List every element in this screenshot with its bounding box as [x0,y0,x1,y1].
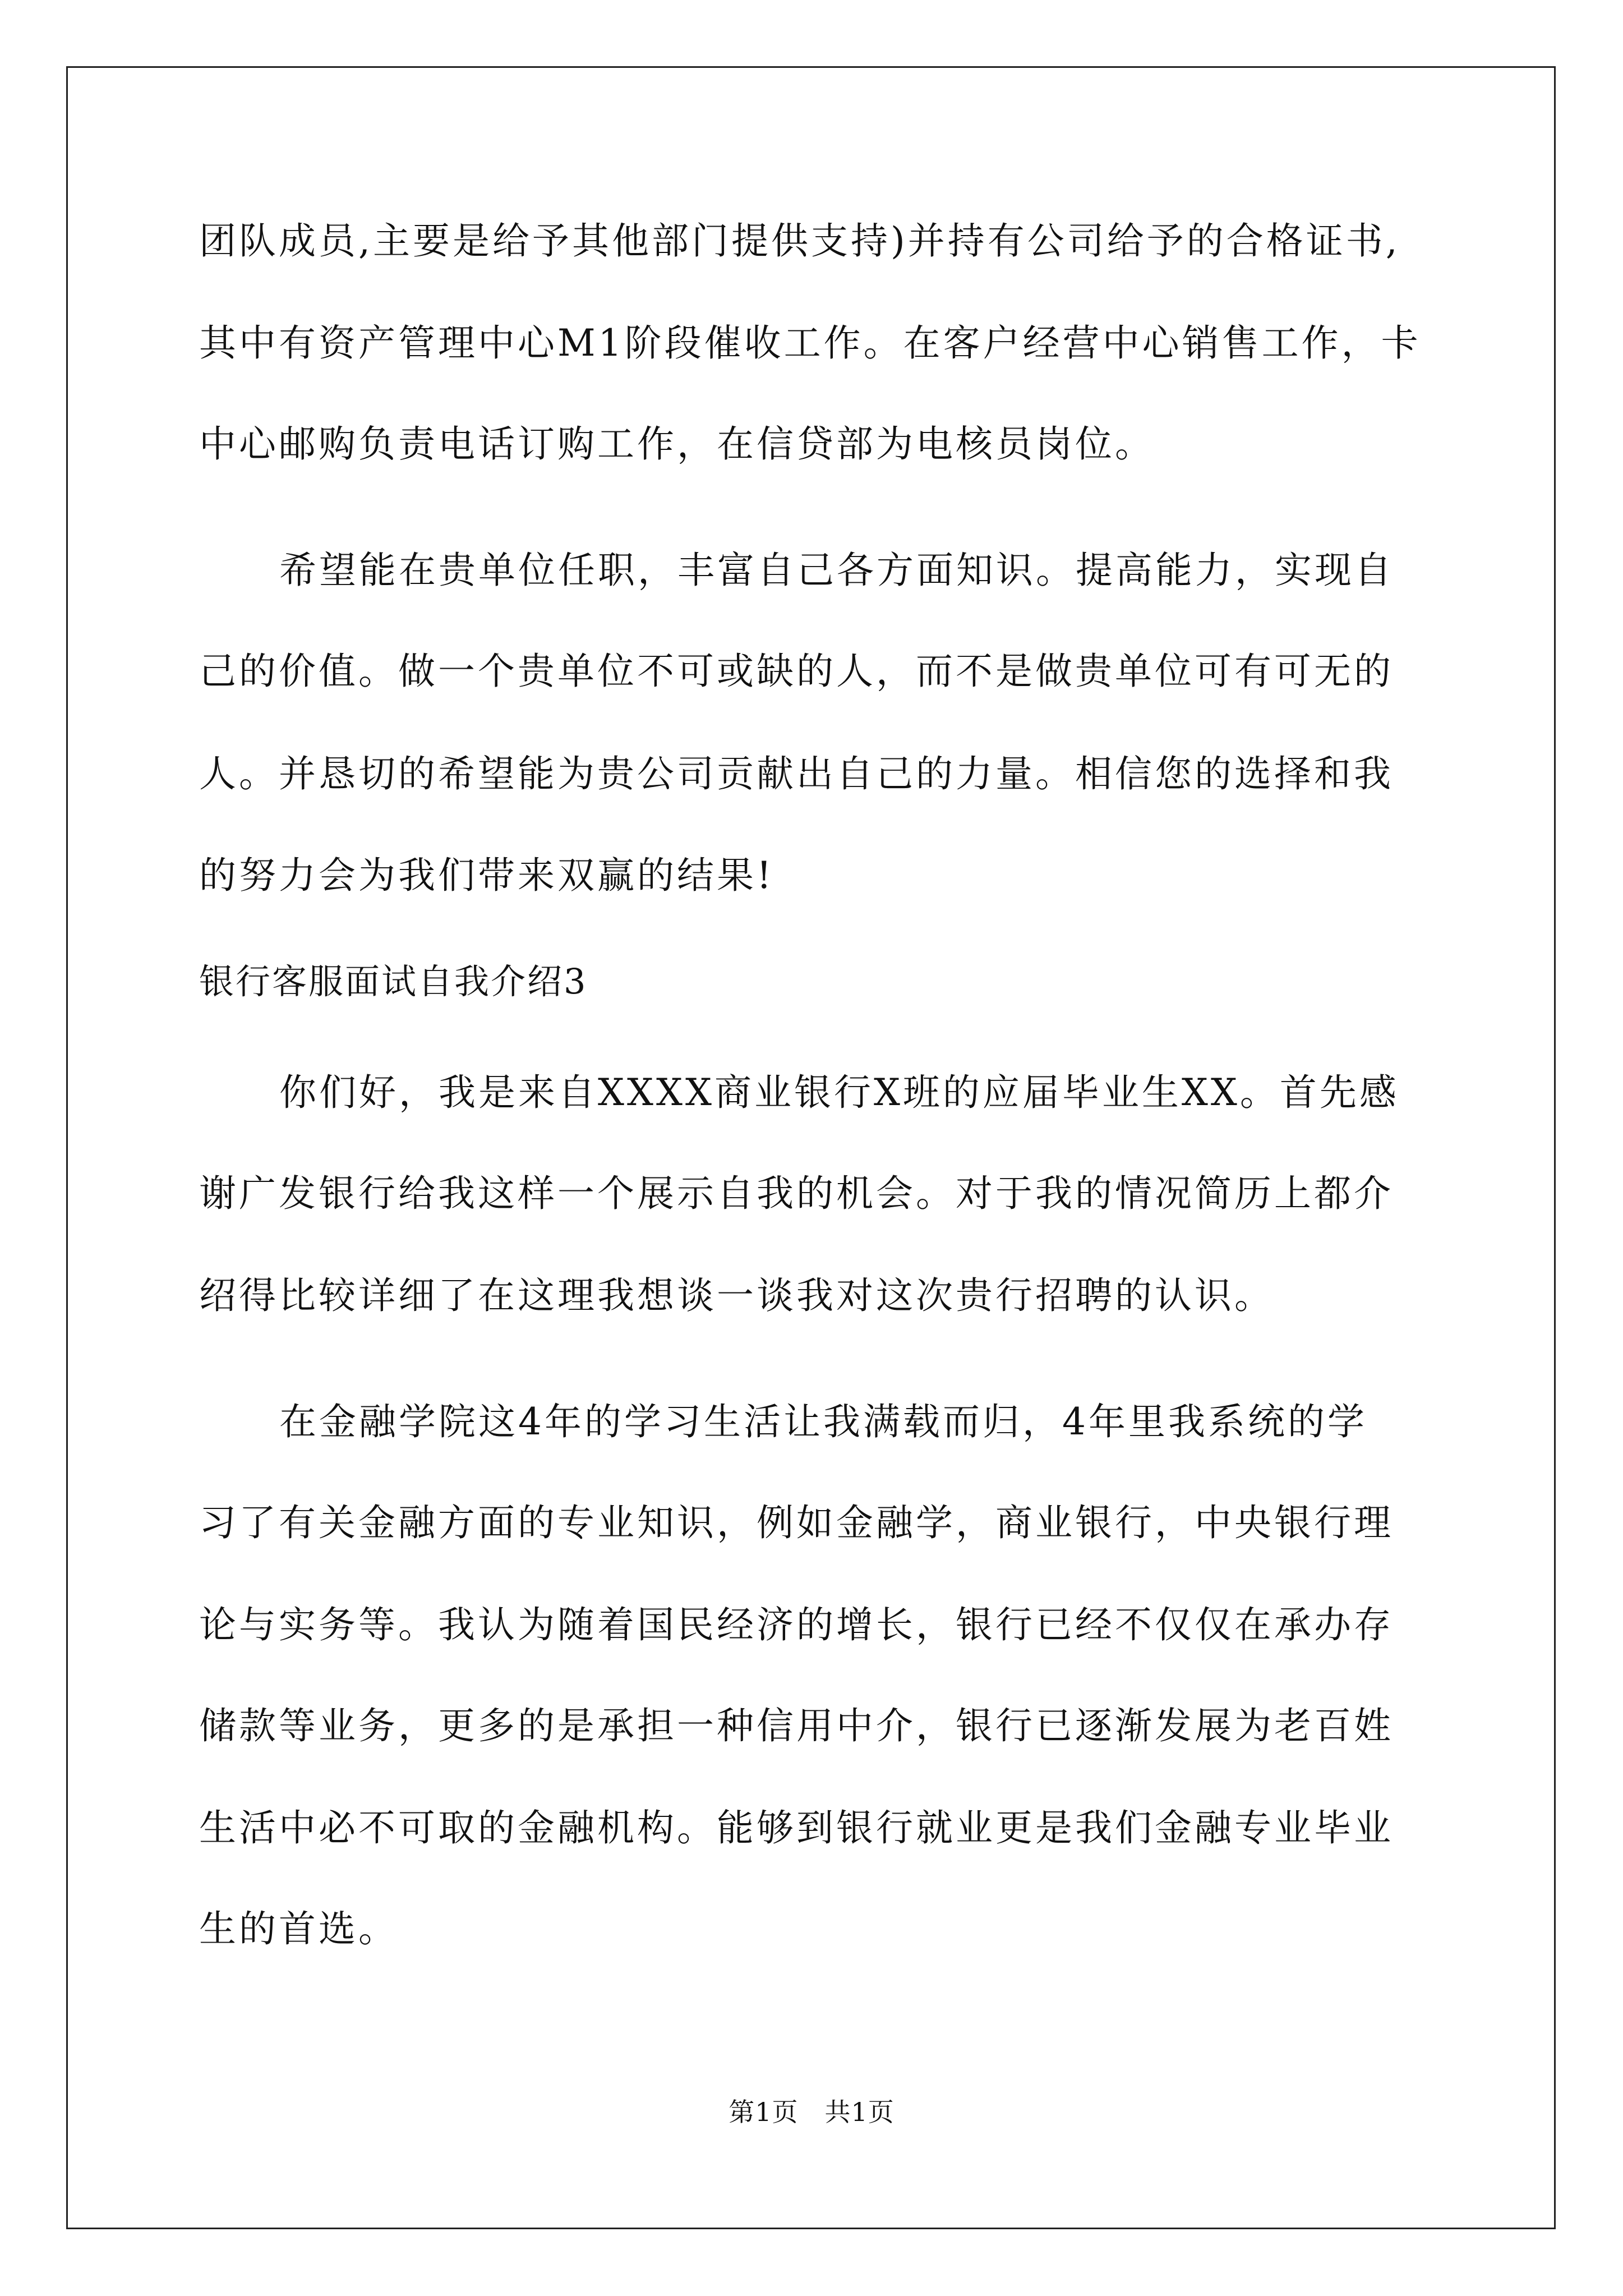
paragraph-line: 中心邮购负责电话订购工作，在信贷部为电核员岗位。 [199,422,1155,466]
paragraph-line: 储款等业务，更多的是承担一种信用中介，银行已逐渐发展为老百姓 [199,1704,1394,1747]
paragraph-line: 论与实务等。我认为随着国民经济的增长，银行已经不仅仅在承办存 [199,1603,1394,1646]
paragraph-line: 习了有关金融方面的专业知识，例如金融学，商业银行，中央银行理 [199,1501,1394,1544]
paragraph-line: 其中有资产管理中心M1阶段催收工作。在客户经营中心销售工作，卡 [199,321,1421,365]
page-footer: 第1页 共1页 [728,2097,895,2127]
paragraph-line: 己的价值。做一个贵单位不可或缺的人，而不是做贵单位可有可无的 [199,650,1394,693]
paragraph-line: 绍得比较详细了在这理我想谈一谈我对这次贵行招聘的认识。 [199,1274,1274,1317]
paragraph-line: 生的首选。 [199,1907,398,1950]
paragraph-line: 生活中必不可取的金融机构。能够到银行就业更是我们金融专业毕业 [199,1806,1394,1849]
paragraph-line: 你们好，我是来自XXXX商业银行X班的应届毕业生XX。首先感 [279,1071,1399,1114]
paragraph-line: 谢广发银行给我这样一个展示自我的机会。对于我的情况简历上都介 [199,1172,1394,1215]
section-heading: 银行客服面试自我介绍3 [199,961,588,1002]
paragraph-line: 的努力会为我们带来双赢的结果! [199,854,774,897]
page-border [66,66,1556,2229]
paragraph-line: 希望能在贵单位任职，丰富自己各方面知识。提高能力，实现自 [279,549,1394,592]
paragraph-line: 在金融学院这4年的学习生活让我满载而归，4年里我系统的学 [279,1400,1367,1443]
paragraph-line: 人。并恳切的希望能为贵公司贡献出自己的力量。相信您的选择和我 [199,752,1394,795]
paragraph-line: 团队成员,主要是给予其他部门提供支持)并持有公司给予的合格证书, [199,219,1400,263]
